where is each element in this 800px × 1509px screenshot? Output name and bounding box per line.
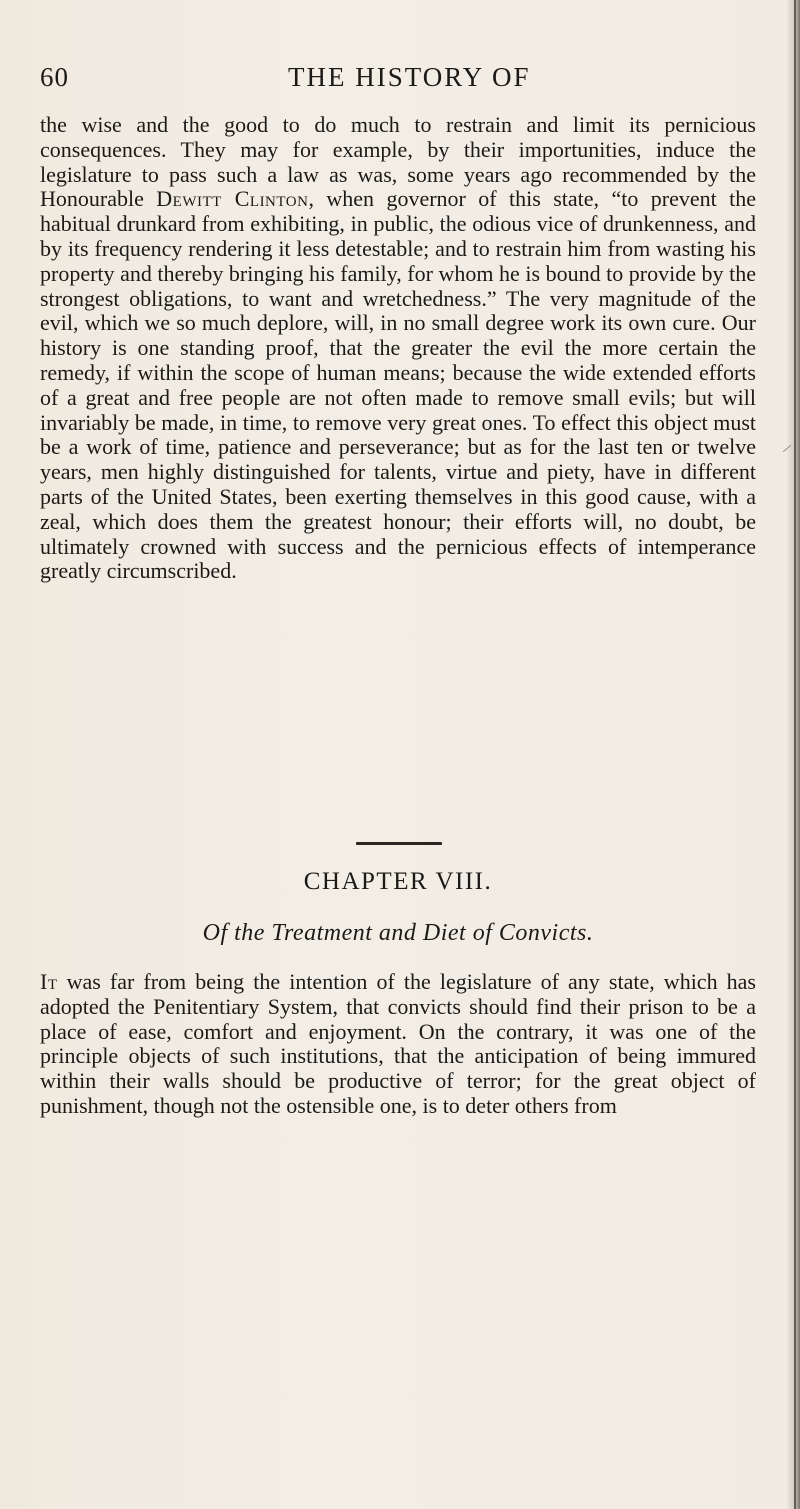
section-divider-rule <box>356 842 442 845</box>
body-paragraph-2 <box>40 970 756 1119</box>
body-paragraph-1 <box>40 113 756 584</box>
page-number: 60 <box>40 62 69 92</box>
paragraph-1-text-a: the wise and the good to do much to restrain and limit its pernicious consequences. They may for example, by their importunities, induce the legislature to pass such a law as was, some years ago recommended by the Honourable <box>40 112 756 212</box>
running-head: THE HISTORY OF <box>288 62 531 92</box>
chapter-subtitle: Of the Treatment and Diet of Convicts. <box>202 920 594 946</box>
person-name: Dewitt Clinton <box>156 186 309 212</box>
paragraph-2-text: was far from being the intention of the legislature of any state, which has adopted the Penitentiary System, that convicts should find their prison to be a place of ease, comfort and enjoyment. On the contrary, it was one of the principle objects of such institutions, that the anticipation of being immured within their walls should be productive of terror; for the great object of punishment, though not the ostensible one, is to deter others from <box>40 969 756 1118</box>
page-header <box>40 62 760 106</box>
chapter-title: CHAPTER VIII. <box>303 868 493 895</box>
paragraph-2-opening: It <box>40 969 58 994</box>
page-edge-shadow <box>786 0 800 1509</box>
paragraph-1-text-b: , when governor of this state, “to prevent the habitual drunkard from exhibiting, in public, the odious vice of drunkenness, and by its frequency rendering it less detestable; and to restrain him from wasting his property and thereby bringing his family, for whom he is bound to provide by the strongest obligations, to want and wretchedness.” The very magnitude of the evil, which we so much deplore, will, in no small degree work its own cure. Our history is one standing proof, that the greater the evil the more certain the remedy, if within the scope of human means; because the wide extended efforts of a great and free people are not often made to remove small evils; but will invariably be made, in time, to remove very great ones. To effect this object must be a work of time, patience and perseverance; but as for the last ten or twelve years, men highly distinguished for talents, virtue and piety, have in different parts of the United States, been exerting themselves in this good cause, with a zeal, which does them the greatest honour; their efforts will, no doubt, be ultimately crowned with success and the pernicious effects of intemperance greatly circumscribed. <box>40 186 757 584</box>
page-edge-line <box>794 0 796 1509</box>
